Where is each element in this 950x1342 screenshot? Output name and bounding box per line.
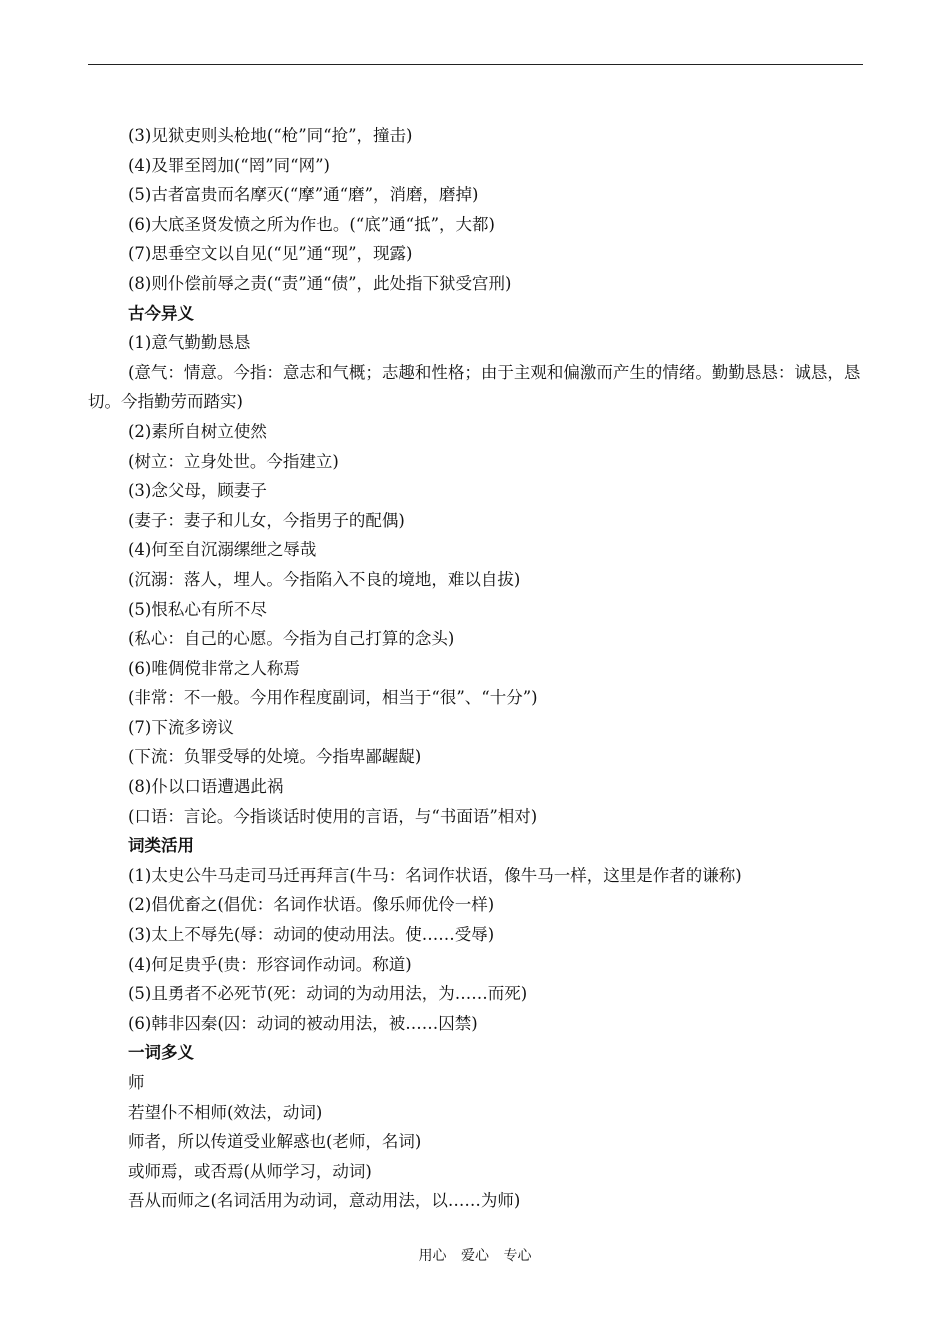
footer-text: 用心 bbox=[418, 1248, 447, 1264]
tongjia-item: (3)见狱吏则头枪地(“枪”同“抢”，撞击) bbox=[128, 126, 413, 145]
gujin-sentence: (3)念父母，顾妻子 bbox=[128, 481, 267, 501]
footer-text: 专心 bbox=[503, 1248, 532, 1264]
gujin-sentence: (4)何至自沉溺缧绁之辱哉 bbox=[128, 540, 317, 560]
gujin-explanation: (妻子：妻子和儿女，今指男子的配偶) bbox=[128, 510, 405, 530]
cilei-item: (1)太史公牛马走司马迁再拜言(牛马：名词作状语，像牛马一样，这里是作者的谦称) bbox=[128, 865, 742, 885]
gujin-sentence: (2)素所自树立使然 bbox=[128, 421, 267, 441]
gujin-sentence: (5)恨私心有所不尽 bbox=[128, 599, 267, 619]
tongjia-item: (5)古者富贵而名摩灭(“摩”通“磨”，消磨，磨掉) bbox=[128, 185, 479, 205]
header-rule bbox=[88, 64, 863, 65]
document-body bbox=[88, 121, 868, 1216]
yici-word: 师 bbox=[128, 1073, 145, 1092]
yici-section bbox=[88, 1068, 868, 1216]
gujin-sentence: (7)下流多谤议 bbox=[128, 717, 234, 737]
gujin-explanation: (沉溺：落人，埋人。今指陷入不良的境地，难以自拔) bbox=[128, 569, 521, 589]
page-footer bbox=[0, 1245, 950, 1265]
gujin-sentence: (8)仆以口语遭遇此祸 bbox=[128, 777, 284, 797]
cilei-item: (4)何足贵乎(贵：形容词作动词。称道) bbox=[128, 954, 412, 974]
gujin-explanation: (私心：自己的心愿。今指为自己打算的念头) bbox=[128, 629, 455, 649]
cilei-item: (3)太上不辱先(辱：动词的使动用法。使……受辱) bbox=[128, 925, 495, 945]
gujin-sentence: (6)唯倜傥非常之人称焉 bbox=[128, 658, 300, 678]
gujin-explanation: (口语：言论。今指谈话时使用的言语，与“书面语”相对) bbox=[128, 806, 538, 826]
gujin-explanation: (意气：情意。今指：意志和气概；志趣和性格；由于主观和偏激而产生的情绪。勤勤恳恳：诚恳，恳切。今指勤劳而踏实) bbox=[88, 362, 861, 412]
tongjia-item: (6)大底圣贤发愤之所为作也。(“底”通“抵”，大都) bbox=[128, 214, 495, 234]
tongjia-item: (8)则仆偿前辱之责(“责”通“债”，此处指下狱受宫刑) bbox=[128, 273, 512, 293]
yici-item: 或师焉，或否焉(从师学习，动词) bbox=[128, 1161, 372, 1181]
gujin-heading: 古今异义 bbox=[128, 303, 194, 323]
yici-item: 师者，所以传道受业解惑也(老师，名词) bbox=[128, 1132, 422, 1152]
yici-item: 若望仆不相师(效法，动词) bbox=[128, 1102, 323, 1122]
gujin-explanation: (非常：不一般。今用作程度副词，相当于“很”、“十分”) bbox=[128, 688, 538, 708]
cilei-heading: 词类活用 bbox=[128, 836, 194, 856]
gujin-section bbox=[88, 328, 868, 831]
footer-text: 爱心 bbox=[461, 1248, 489, 1264]
cilei-item: (6)韩非囚秦(囚：动词的被动用法，被……囚禁) bbox=[128, 1013, 478, 1033]
cilei-section bbox=[88, 861, 868, 1039]
gujin-explanation: (树立：立身处世。今指建立) bbox=[128, 451, 339, 471]
cilei-item: (2)倡优畜之(倡优：名词作状语。像乐师优伶一样) bbox=[128, 895, 495, 915]
tongjia-item: (4)及罪至罔加(“罔”同“网”) bbox=[128, 155, 330, 175]
tongjia-section bbox=[88, 121, 868, 299]
cilei-item: (5)且勇者不必死节(死：动词的为动用法，为……而死) bbox=[128, 984, 528, 1004]
tongjia-item: (7)思垂空文以自见(“见”通“现”，现露) bbox=[128, 244, 413, 264]
gujin-explanation: (下流：负罪受辱的处境。今指卑鄙龌龊) bbox=[128, 747, 422, 767]
yici-heading: 一词多义 bbox=[128, 1043, 194, 1063]
yici-item: 吾从而师之(名词活用为动词，意动用法，以……为师) bbox=[128, 1191, 521, 1211]
gujin-sentence: (1)意气勤勤恳恳 bbox=[128, 333, 251, 353]
